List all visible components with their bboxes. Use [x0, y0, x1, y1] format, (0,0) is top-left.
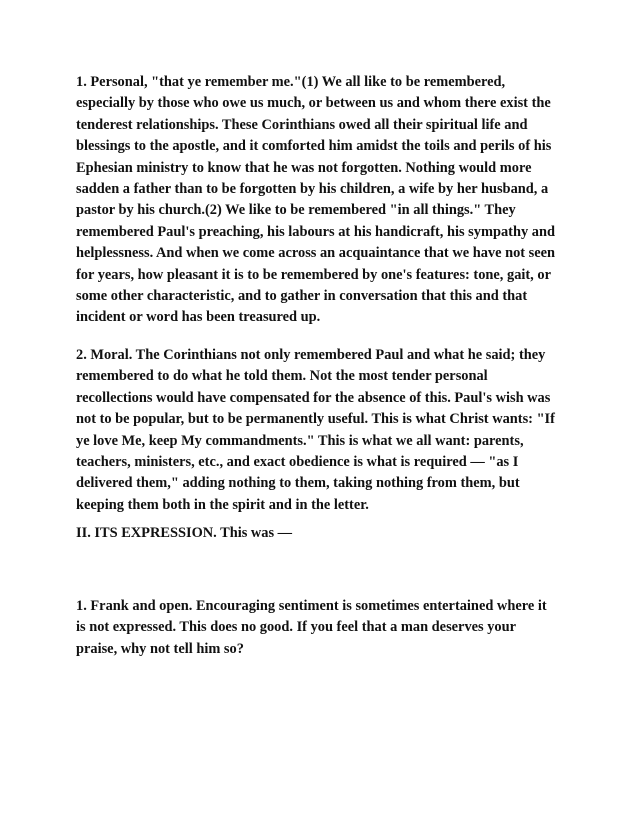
text-line: keeping them both in the spirit and in the letter.: [76, 496, 369, 513]
heading-text: II. ITS EXPRESSION. This was —: [76, 525, 293, 541]
text-line: blessings to the apostle, and it comforted him amidst the toils and perils of his: [76, 138, 552, 155]
text-line: recollections would have compensated for the absence of this. Paul's wish was: [76, 389, 551, 406]
text-line: ye love Me, keep My commandments." This is what we all want: parents,: [76, 432, 524, 449]
text-line: praise, why not tell him so?: [76, 640, 244, 657]
text-line: sadden a father than to be forgotten by his children, a wife by her husband, a: [76, 181, 549, 198]
text-line: for years, how pleasant it is to be remembered by one's features: tone, gait, or: [76, 266, 551, 283]
paragraph-frank-and-open: [76, 596, 576, 660]
text-line: not to be popular, but to be permanently useful. This is what Christ wants: "If: [76, 411, 555, 428]
text-line: especially by those who owe us much, or between us and whom there exist the: [76, 95, 551, 112]
text-line: delivered them," adding nothing to them, taking nothing from them, but: [76, 475, 520, 492]
text-line: 2. Moral. The Corinthians not only remembered Paul and what he said; they: [76, 347, 546, 363]
text-line: 1. Frank and open. Encouraging sentiment is sometimes entertained where it: [76, 598, 547, 614]
paragraph-moral: [76, 345, 576, 516]
text-line: is not expressed. This does no good. If you feel that a man deserves your: [76, 619, 517, 636]
text-line: remembered Paul's preaching, his labours at his handicraft, his sympathy and: [76, 223, 555, 240]
text-line: Ephesian ministry to know that he was not forgotten. Nothing would more: [76, 159, 532, 176]
text-line: incident or word has been treasured up.: [76, 309, 321, 326]
paragraph-personal: [76, 72, 576, 329]
text-line: remembered to do what he told them. Not the most tender personal: [76, 368, 488, 385]
text-line: tenderest relationships. These Corinthians owed all their spiritual life and: [76, 116, 528, 133]
text-line: 1. Personal, "that ye remember me."(1) We all like to be remembered,: [76, 74, 506, 90]
text-line: some other characteristic, and to gather in conversation that this and that: [76, 288, 528, 305]
text-line: helplessness. And when we come across an acquaintance that we have not seen: [76, 245, 556, 262]
section-heading: [76, 523, 576, 544]
text-line: pastor by his church.(2) We like to be remembered "in all things." They: [76, 202, 516, 219]
text-line: teachers, ministers, etc., and exact obedience is what is required — "as I: [76, 454, 519, 471]
